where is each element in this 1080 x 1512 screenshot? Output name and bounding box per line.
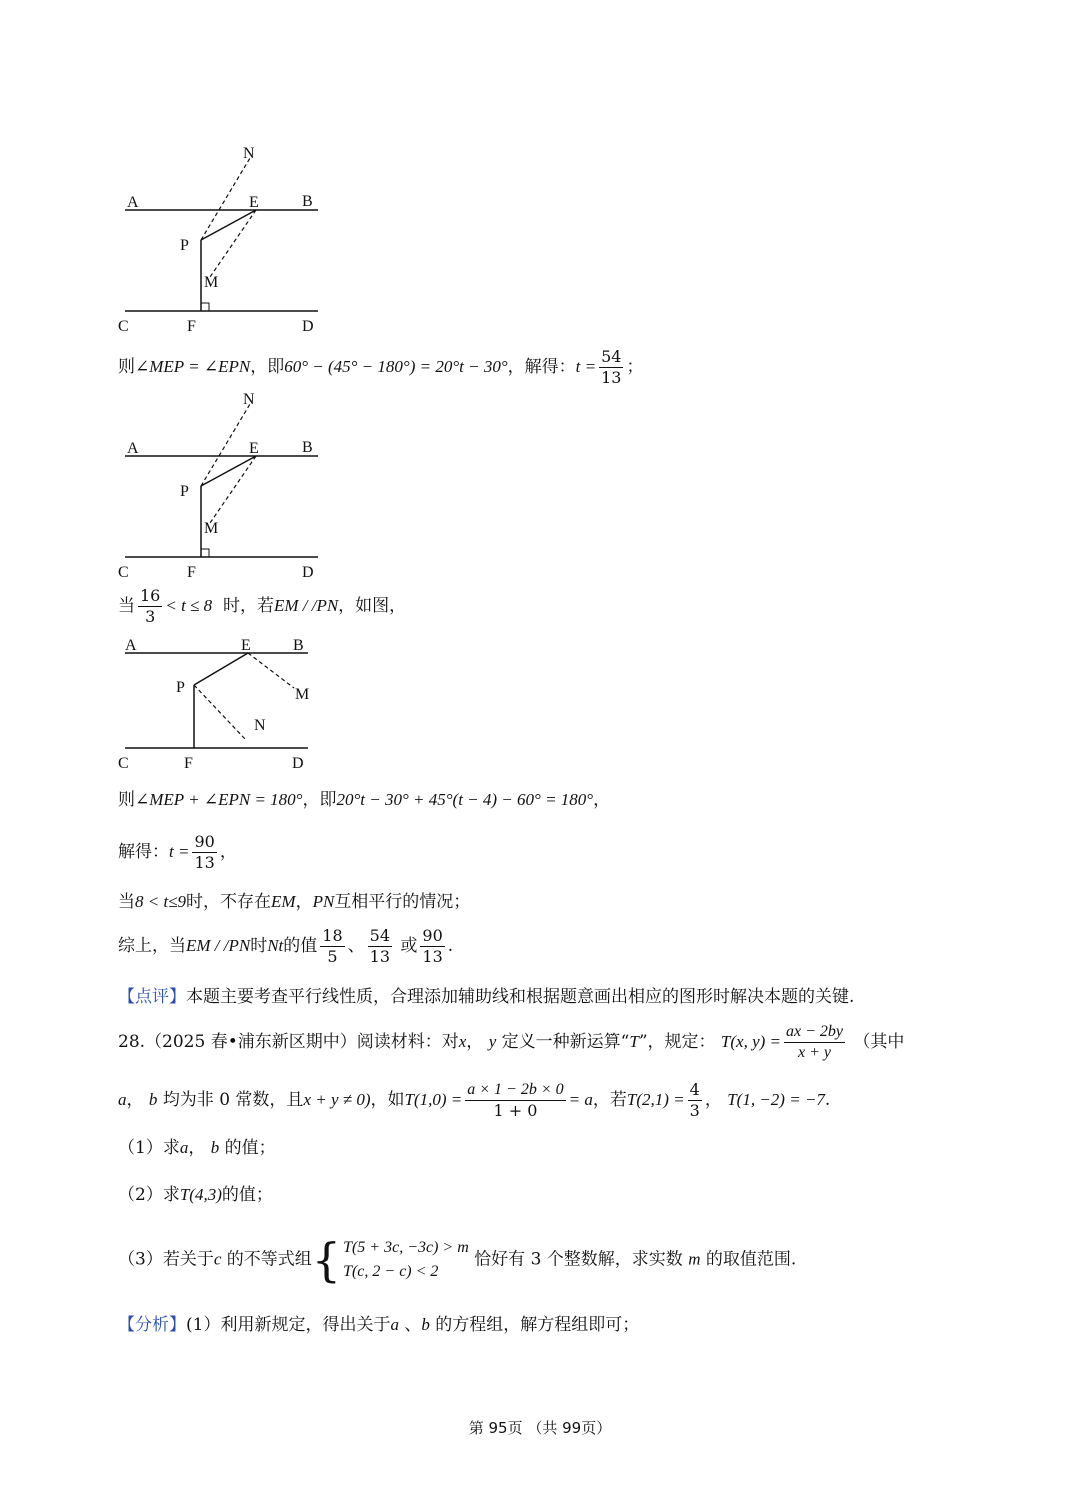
label-P: P [180,237,189,254]
solution-line-3: 则∠MEP + ∠EPN = 180°，即20°t − 30° + 45°(t − 4) − 60° = 180°， [118,790,611,810]
label-E: E [249,440,259,457]
label-D: D [302,564,314,581]
label-F: F [184,755,193,772]
label-D: D [292,755,304,772]
question-28-line-1: 28.（2025 春•浦东新区期中）阅读材料：对x， y 定义一种新运算“T”，规定： T(x, y) = $\frac{ax - 2by}{x + y}$ （其中 [118,1023,905,1061]
inequality-system: T(5 + 3c, −3c) > m T(c, 2 − c) < 2 [343,1239,469,1280]
label-N: N [254,717,266,734]
page-footer: 第 95页 （共 99页） [468,1419,612,1437]
label-P: P [180,483,189,500]
solution-line-1: 则∠MEP = ∠EPN，即60° − (45° − 180°) = 20°t − 30°，解得：t = $\frac{54}{13}$ ； [118,347,644,387]
label-B: B [302,193,313,210]
question-28-line-2: a， b 均为非 0 常数，且x + y ≠ 0)，如T(1,0) = $\frac{a \times 1 - 2b \times 0}{1 + 0}$ = a，若T(2,1) = $\frac{4}{3}$ ， T(1, −2) = −7. [118,1080,831,1120]
fraction-54-13: $\frac{54}{13}$ [369,926,390,966]
fraction-18-5: $\frac{18}{5}$ [322,926,343,966]
label-E: E [249,194,259,211]
question-part-3: （3）若关于c 的不等式组{ T(5 + 3c, −3c) > m T(c, 2 − c) < 2 恰好有 3 个整数解，求实数 m 的取值范围. [118,1233,797,1287]
analysis-line: 【分析】(1）利用新规定，得出关于a 、b 的方程组，解方程组即可； [118,1315,640,1335]
label-A: A [127,440,139,457]
geometry-figure-1 [110,140,340,340]
solution-line-5: 当8 < t≤9时，不存在EM，PN互相平行的情况； [118,892,471,912]
fraction-example: $\frac{a \times 1 - 2b \times 0}{1 + 0}$ [467,1081,564,1120]
fraction-90-13: $\frac{90}{13}$ [422,926,443,966]
fraction-54-13: $\frac{54}{13}$ [601,347,622,387]
label-P: P [176,679,185,696]
solution-line-6: 综上，当EM / /PN时Nt的值 $\frac{18}{5}$ 、 $\frac{54}{13}$ 或 $\frac{90}{13}$ . [118,926,454,966]
label-C: C [118,318,129,335]
geometry-figure-2 [110,386,340,586]
label-M: M [295,686,310,703]
label-B: B [302,439,313,456]
comment-tag: 【点评】 [118,987,186,1007]
question-part-1: （1）求a， b 的值； [118,1138,276,1158]
label-N: N [243,145,255,162]
analysis-tag: 【分析】 [118,1315,186,1335]
label-B: B [293,637,304,654]
fraction-definition: $\frac{ax - 2by}{x + y}$ [786,1023,844,1061]
label-N: N [243,391,255,408]
solution-line-4: 解得：t = $\frac{90}{13}$ ， [118,832,237,872]
solution-line-2: 当 $\frac{16}{3}$ < t ≤ 8 时，若EM / /PN，如图， [118,586,407,626]
left-brace: { [311,1233,342,1287]
label-M: M [204,274,219,291]
label-A: A [127,194,139,211]
fraction-4-3: $\frac{4}{3}$ [689,1080,700,1120]
label-D: D [302,318,314,335]
label-F: F [187,564,196,581]
label-C: C [118,755,129,772]
fraction-16-3: $\frac{16}{3}$ [140,586,161,626]
question-part-2: （2）求T(4,3)的值； [118,1185,273,1205]
comment-line: 【点评】本题主要考查平行线性质，合理添加辅助线和根据题意画出相应的图形时解决本题的关键. [118,987,855,1007]
label-C: C [118,564,129,581]
label-A: A [125,637,137,654]
label-M: M [204,520,219,537]
label-F: F [187,318,196,335]
label-E: E [241,637,251,654]
fraction-90-13: $\frac{90}{13}$ [194,832,215,872]
geometry-figure-3 [110,630,340,780]
